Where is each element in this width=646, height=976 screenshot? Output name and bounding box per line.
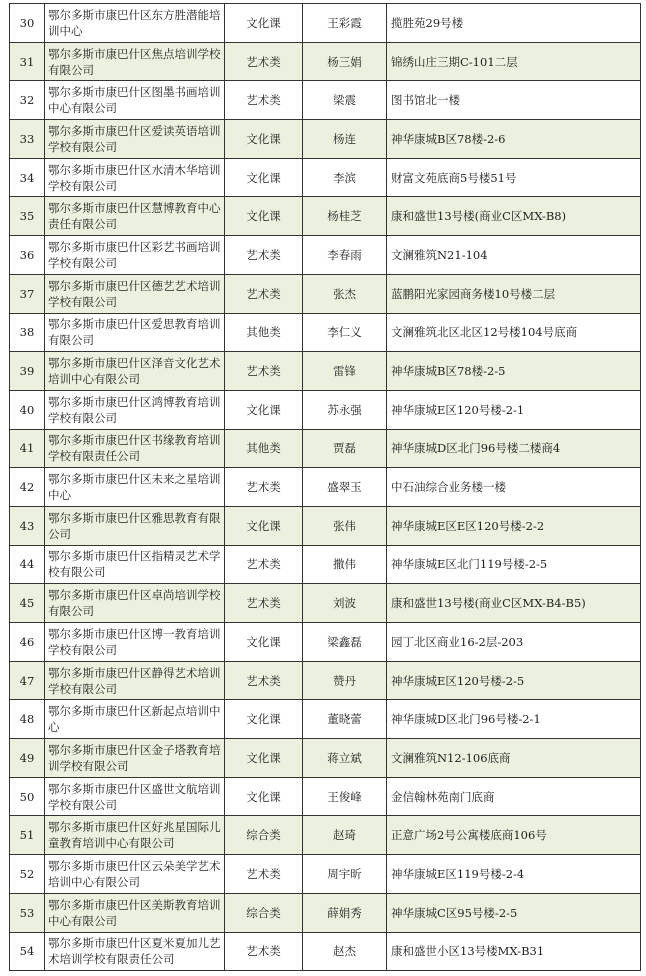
institution-name-cell: 鄂尔多斯市康巴什区金子塔教育培训学校有限公司: [45, 739, 225, 778]
institution-name-cell: 鄂尔多斯市康巴什区雅思教育有限公司: [45, 506, 225, 545]
table-row: [10, 81, 641, 120]
table-row: [10, 932, 641, 971]
contact-person-cell: 撒伟: [303, 545, 387, 584]
row-number-cell: 35: [10, 197, 45, 236]
address-cell: 神华康城E区120号楼-2-1: [387, 390, 641, 429]
institution-name-cell: 鄂尔多斯市康巴什区鸿博教育培训学校有限公司: [45, 390, 225, 429]
category-cell: 艺术类: [225, 661, 303, 700]
institution-name-cell: 鄂尔多斯市康巴什区东方胜潜能培训中心: [45, 4, 225, 43]
contact-person-cell: 张杰: [303, 274, 387, 313]
table-row: [10, 236, 641, 275]
table-row: [10, 158, 641, 197]
institution-name-cell: 鄂尔多斯市康巴什区爱读英语培训学校有限公司: [45, 120, 225, 159]
row-number-cell: 45: [10, 584, 45, 623]
address-cell: 神华康城B区78楼-2-6: [387, 120, 641, 159]
category-cell: 文化课: [225, 506, 303, 545]
address-cell: 中石油综合业务楼一楼: [387, 468, 641, 507]
row-number-cell: 54: [10, 932, 45, 971]
category-cell: 综合类: [225, 893, 303, 932]
institution-name-cell: 鄂尔多斯市康巴什区美斯教育培训中心有限公司: [45, 893, 225, 932]
address-cell: 康和盛世小区13号楼MX-B31: [387, 932, 641, 971]
category-cell: 艺术类: [225, 468, 303, 507]
contact-person-cell: 杨桂芝: [303, 197, 387, 236]
row-number-cell: 44: [10, 545, 45, 584]
category-cell: 文化课: [225, 777, 303, 816]
institution-name-cell: 鄂尔多斯市康巴什区好兆星国际儿童教育培训中心有限公司: [45, 816, 225, 855]
contact-person-cell: 杨连: [303, 120, 387, 159]
training-institutions-table: [9, 3, 641, 971]
table-row: [10, 700, 641, 739]
category-cell: 其他类: [225, 313, 303, 352]
contact-person-cell: 李春雨: [303, 236, 387, 275]
contact-person-cell: 王俊峰: [303, 777, 387, 816]
table-row: [10, 390, 641, 429]
table-row: [10, 468, 641, 507]
table-row: [10, 120, 641, 159]
row-number-cell: 47: [10, 661, 45, 700]
category-cell: 文化课: [225, 4, 303, 43]
address-cell: 康和盛世13号楼(商业C区MX-B4-B5): [387, 584, 641, 623]
institution-name-cell: 鄂尔多斯市康巴什区彩艺书画培训学校有限公司: [45, 236, 225, 275]
institution-name-cell: 鄂尔多斯市康巴什区泽音文化艺术培训中心有限公司: [45, 352, 225, 391]
address-cell: 蓝鹏阳光家园商务楼10号楼二层: [387, 274, 641, 313]
address-cell: 揽胜苑29号楼: [387, 4, 641, 43]
category-cell: 艺术类: [225, 584, 303, 623]
institution-name-cell: 鄂尔多斯市康巴什区水清木华培训学校有限公司: [45, 158, 225, 197]
contact-person-cell: 苏永强: [303, 390, 387, 429]
category-cell: 文化课: [225, 390, 303, 429]
contact-person-cell: 王彩霞: [303, 4, 387, 43]
row-number-cell: 36: [10, 236, 45, 275]
category-cell: 艺术类: [225, 274, 303, 313]
institution-name-cell: 鄂尔多斯市康巴什区德艺艺术培训学校有限公司: [45, 274, 225, 313]
row-number-cell: 32: [10, 81, 45, 120]
category-cell: 文化课: [225, 623, 303, 662]
row-number-cell: 42: [10, 468, 45, 507]
table-row: [10, 506, 641, 545]
institution-name-cell: 鄂尔多斯市康巴什区卓尚培训学校有限公司: [45, 584, 225, 623]
address-cell: 锦绣山庄三期C-101二层: [387, 42, 641, 81]
contact-person-cell: 梁震: [303, 81, 387, 120]
address-cell: 神华康城E区E区120号楼-2-2: [387, 506, 641, 545]
table-row: [10, 739, 641, 778]
address-cell: 神华康城E区119号楼-2-4: [387, 855, 641, 894]
table-row: [10, 4, 641, 43]
contact-person-cell: 赞丹: [303, 661, 387, 700]
table-row: [10, 313, 641, 352]
address-cell: 神华康城B区78楼-2-5: [387, 352, 641, 391]
table-row: [10, 429, 641, 468]
institution-name-cell: 鄂尔多斯市康巴什区焦点培训学校有限公司: [45, 42, 225, 81]
address-cell: 文澜雅筑N21-104: [387, 236, 641, 275]
table-row: [10, 777, 641, 816]
category-cell: 文化课: [225, 700, 303, 739]
address-cell: 神华康城E区120号楼-2-5: [387, 661, 641, 700]
institution-name-cell: 鄂尔多斯市康巴什区博一教育培训学校有限公司: [45, 623, 225, 662]
category-cell: 文化课: [225, 197, 303, 236]
row-number-cell: 43: [10, 506, 45, 545]
category-cell: 艺术类: [225, 236, 303, 275]
address-cell: 神华康城D区北门96号楼-2-1: [387, 700, 641, 739]
table-row: [10, 855, 641, 894]
table-row: [10, 816, 641, 855]
address-cell: 文澜雅筑北区北区12号楼104号底商: [387, 313, 641, 352]
institution-name-cell: 鄂尔多斯市康巴什区夏米夏加儿艺术培训学校有限责任公司: [45, 932, 225, 971]
row-number-cell: 53: [10, 893, 45, 932]
contact-person-cell: 赵杰: [303, 932, 387, 971]
category-cell: 艺术类: [225, 352, 303, 391]
address-cell: 正意广场2号公寓楼底商106号: [387, 816, 641, 855]
contact-person-cell: 周宇昕: [303, 855, 387, 894]
institution-name-cell: 鄂尔多斯市康巴什区新起点培训中心: [45, 700, 225, 739]
institution-name-cell: 鄂尔多斯市康巴什区图墨书画培训中心有限公司: [45, 81, 225, 120]
institution-name-cell: 鄂尔多斯市康巴什区静得艺术培训学校有限公司: [45, 661, 225, 700]
contact-person-cell: 薛娟秀: [303, 893, 387, 932]
category-cell: 艺术类: [225, 42, 303, 81]
row-number-cell: 52: [10, 855, 45, 894]
category-cell: 综合类: [225, 816, 303, 855]
row-number-cell: 30: [10, 4, 45, 43]
row-number-cell: 34: [10, 158, 45, 197]
table-row: [10, 352, 641, 391]
address-cell: 神华康城C区95号楼-2-5: [387, 893, 641, 932]
category-cell: 艺术类: [225, 855, 303, 894]
contact-person-cell: 刘波: [303, 584, 387, 623]
institution-name-cell: 鄂尔多斯市康巴什区盛世文航培训学校有限公司: [45, 777, 225, 816]
address-cell: 文澜雅筑N12-106底商: [387, 739, 641, 778]
category-cell: 其他类: [225, 429, 303, 468]
institution-name-cell: 鄂尔多斯市康巴什区爱思教育培训有限公司: [45, 313, 225, 352]
category-cell: 文化课: [225, 158, 303, 197]
contact-person-cell: 张伟: [303, 506, 387, 545]
address-cell: 金信翰林苑南门底商: [387, 777, 641, 816]
category-cell: 艺术类: [225, 932, 303, 971]
row-number-cell: 48: [10, 700, 45, 739]
row-number-cell: 33: [10, 120, 45, 159]
address-cell: 财富文苑底商5号楼51号: [387, 158, 641, 197]
address-cell: 神华康城D区北门96号楼二楼商4: [387, 429, 641, 468]
row-number-cell: 51: [10, 816, 45, 855]
row-number-cell: 41: [10, 429, 45, 468]
category-cell: 艺术类: [225, 545, 303, 584]
category-cell: 艺术类: [225, 81, 303, 120]
row-number-cell: 37: [10, 274, 45, 313]
table-row: [10, 197, 641, 236]
institution-name-cell: 鄂尔多斯市康巴什区指精灵艺术学校有限公司: [45, 545, 225, 584]
contact-person-cell: 蒋立斌: [303, 739, 387, 778]
contact-person-cell: 雷锋: [303, 352, 387, 391]
row-number-cell: 46: [10, 623, 45, 662]
contact-person-cell: 赵琦: [303, 816, 387, 855]
contact-person-cell: 杨三娟: [303, 42, 387, 81]
row-number-cell: 31: [10, 42, 45, 81]
institution-name-cell: 鄂尔多斯市康巴什区书缘教育培训学校有限责任公司: [45, 429, 225, 468]
address-cell: 神华康城E区北门119号楼-2-5: [387, 545, 641, 584]
row-number-cell: 40: [10, 390, 45, 429]
contact-person-cell: 李滨: [303, 158, 387, 197]
table-row: [10, 545, 641, 584]
address-cell: 康和盛世13号楼(商业C区MX-B8): [387, 197, 641, 236]
contact-person-cell: 贾磊: [303, 429, 387, 468]
table-row: [10, 274, 641, 313]
row-number-cell: 38: [10, 313, 45, 352]
row-number-cell: 39: [10, 352, 45, 391]
institution-name-cell: 鄂尔多斯市康巴什区未来之星培训中心: [45, 468, 225, 507]
category-cell: 文化课: [225, 120, 303, 159]
institution-name-cell: 鄂尔多斯市康巴什区云朵美学艺术培训中心有限公司: [45, 855, 225, 894]
table-body: [10, 4, 641, 971]
table-row: [10, 893, 641, 932]
category-cell: 文化课: [225, 739, 303, 778]
address-cell: 图书馆北一楼: [387, 81, 641, 120]
table-row: [10, 661, 641, 700]
row-number-cell: 50: [10, 777, 45, 816]
address-cell: 园丁北区商业16-2层-203: [387, 623, 641, 662]
contact-person-cell: 梁鑫磊: [303, 623, 387, 662]
contact-person-cell: 李仁义: [303, 313, 387, 352]
table-row: [10, 623, 641, 662]
institution-name-cell: 鄂尔多斯市康巴什区慧博教育中心责任有限公司: [45, 197, 225, 236]
table-row: [10, 584, 641, 623]
contact-person-cell: 盛翠玉: [303, 468, 387, 507]
contact-person-cell: 董晓蕾: [303, 700, 387, 739]
row-number-cell: 49: [10, 739, 45, 778]
table-row: [10, 42, 641, 81]
